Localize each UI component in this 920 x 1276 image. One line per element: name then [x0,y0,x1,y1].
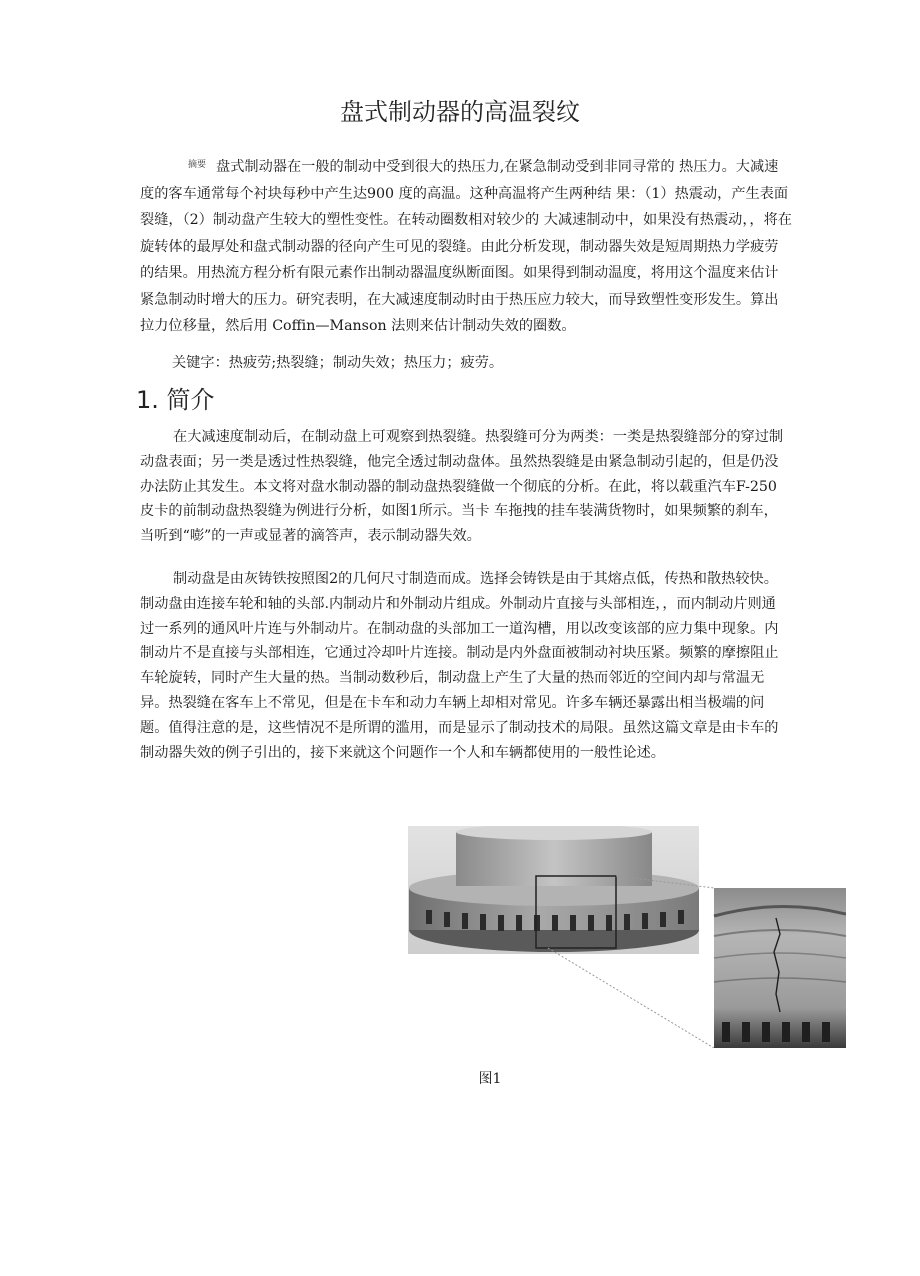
keywords: 关键字：热疲劳;热裂缝；制动失效；热压力；疲劳。 [172,355,504,371]
section-heading: 1. 简介 [136,386,215,414]
paragraph: 制动盘是由灰铸铁按照图2的几何尺寸制造而成。选择会铸铁是由于其熔点低，传热和散热较快。制动盘由连接车轮和轴的头部.内制动片和外制动片组成。外制动片直接与头部相连，，而内制动片则通过一系列的通风叶片连与外制动片。在制动盘的头部加工一道沟槽，用以改变该部的应力集中现象。内制动片不是直接与头部相连，它通过冷却叶片连接。制动是内外盘面被制动衬块压紧。频繁的摩擦阻止车轮旋转，同时产生大量的热。当制动数秒后，制动盘上产生了大量的热而邻近的空间内却与常温无异。热裂缝在客车上不常见，但是在卡车和动力车辆上却相对常见。许多车辆还暴露出相当极端的问题。值得注意的是，这些情况不是所谓的滥用，而是显示了制动技术的局限。虽然这篇文章是由卡车的制动器失效的例子引出的，接下来就这个问题作一个人和车辆都使用的一般性论述。 [140,571,779,761]
abstract-text: 盘式制动器在一般的制动中受到很大的热压力,在紧急制动受到非同寻常的 热压力。大减速度的客车通常每个衬块每秒中产生达900 度的高温。这种高温将产生两种结 果：（1）热震动，产生表面裂缝，（2）制动盘产生较大的塑性变性。在转动圈数相对较少的 大减速制动中，如果没有热震动，，将在旋转体的最厚处和盘式制动器的径向产生可见的裂缝。由此分析发现，制动器失效是短周期热力学疲劳的结果。用热流方程分析有限元素作出制动器温度纵断面图。如果得到制动温度，将用这个温度来估计紧急制动时增大的压力。研究表明，在大减速度制动时由于热压应力较大，而导致塑性变形发生。算出拉力位移量，然后用 Coffin—Manson 法则来估计制动失效的圈数。 [140,159,792,334]
abstract [140,152,792,340]
paragraph: 在大减速度制动后，在制动盘上可观察到热裂缝。热裂缝可分为两类：一类是热裂缝部分的穿过制动盘表面；另一类是透过性热裂缝，他完全透过制动盘体。虽然热裂缝是由紧急制动引起的，但是仍没办法防止其发生。本文将对盘水制动器的制动盘热裂缝做一个彻底的分析。在此，将以载重汽车F-250皮卡的前制动盘热裂缝为例进行分析，如图1所示。当卡 车拖拽的挂车装满货物时，如果频繁的刹车，当听到“嘭”的一声或显著的滴答声，表示制动器失效。 [140,429,784,545]
figure-brake-disc-photo [408,826,846,1048]
brake-disc-photo [408,826,699,954]
crack-closeup-photo [714,888,846,1048]
page-title: 盘式制动器的高温裂纹 [340,98,580,126]
abstract-label: 摘要 [188,160,207,170]
figure-caption: 图1 [478,1071,502,1087]
